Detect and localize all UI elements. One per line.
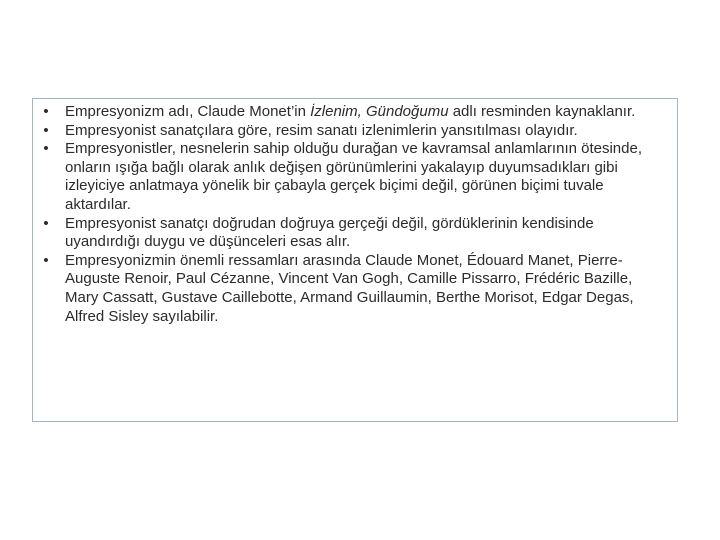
bullet-1-text-before: Empresyonizm adı, Claude Monet’in [65, 103, 311, 120]
bullet-dot-icon: • [43, 103, 49, 120]
bullet-dot-icon: • [43, 214, 49, 232]
bullet-3-text: Empresyonistler, nesnelerin sahip olduğu durağan ve kavramsal anlamlarının ötesinde, onların ışığa bağlı olarak anlık değişen görünümlerini yakalayıp duyumsadıkları gibi izleyiciye anlatmaya yönelik bir çabayla gerçek biçimi değil, görünen biçimi tuvale aktardılar. [65, 140, 642, 213]
bullet-item-2 [39, 122, 669, 141]
bullet-item-5 [39, 252, 669, 326]
content-text-box [32, 98, 678, 422]
bullet-dot-icon: • [43, 121, 49, 139]
bullet-item-4 [39, 215, 669, 252]
bullet-1-painting-title: İzlenim, Gündoğumu [310, 103, 449, 120]
bullet-item-1 [39, 103, 669, 122]
bullet-4-text: Empresyonist sanatçı doğrudan doğruya gerçeği değil, gördüklerinin kendisinde uyandırdığı duygu ve düşünceleri esas alır. [65, 214, 594, 251]
bullet-dot-icon: • [43, 251, 49, 269]
bullet-item-3 [39, 140, 669, 214]
bullet-5-text: Empresyonizmin önemli ressamları arasında Claude Monet, Édouard Manet, Pierre-Auguste Renoir, Paul Cézanne, Vincent Van Gogh, Camille Pissarro, Frédéric Bazille, Mary Cassatt, Gustave Caillebotte, Armand Guillaumin, Berthe Morisot, Edgar Degas, Alfred Sisley sayılabilir. [65, 251, 634, 325]
bullet-dot-icon: • [43, 140, 49, 158]
bullet-2-text: Empresyonist sanatçılara göre, resim sanatı izlenimlerin yansıtılması olayıdır. [65, 121, 578, 139]
bullet-1-text-after: adlı resminden kaynaklanır. [448, 103, 636, 120]
bullet-list [39, 103, 669, 326]
